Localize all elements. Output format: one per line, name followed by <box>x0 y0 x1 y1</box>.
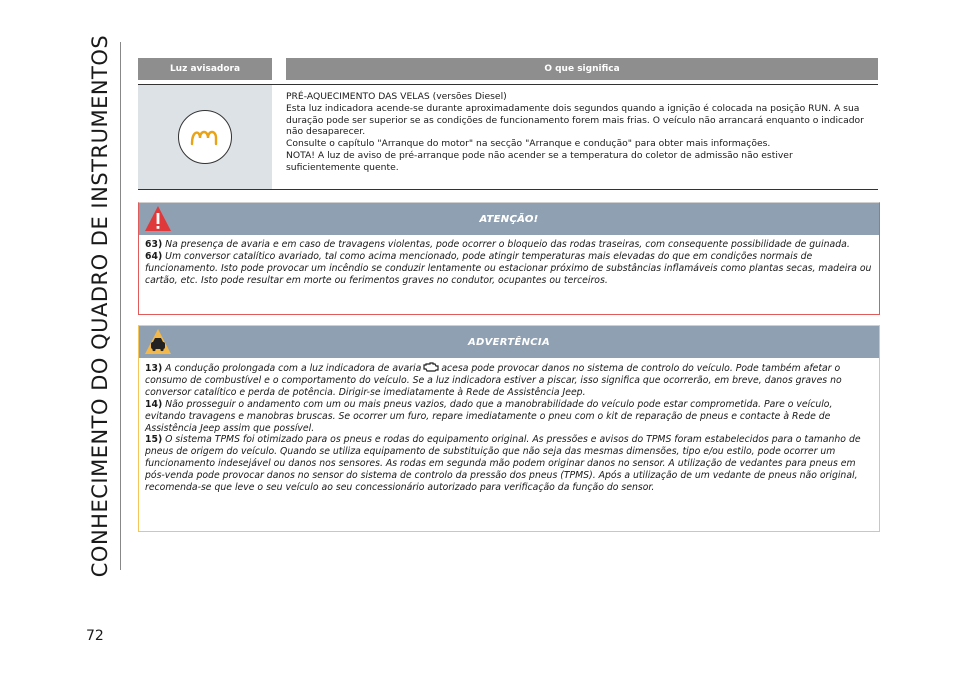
chapter-title <box>82 36 118 576</box>
atencao-header <box>139 203 879 235</box>
page-number: 72 <box>86 628 104 644</box>
table-row <box>138 84 878 190</box>
warning-light-table <box>138 58 878 190</box>
row-para-3: NOTA! A luz de aviso de pré-arranque pode não acender se a temperatura do coletor de admissão não estiver suficientemente quente. <box>286 149 793 173</box>
item-text: A condução prolongada com a luz indicadora de avaria <box>165 363 422 374</box>
advertencia-body <box>139 358 879 500</box>
list-item <box>145 362 873 399</box>
advertencia-header <box>139 326 879 358</box>
atencao-box <box>138 202 880 315</box>
item-number: 14) <box>145 398 163 410</box>
item-number: 64) <box>145 250 163 262</box>
glow-plug-icon <box>178 110 232 164</box>
meaning-cell <box>272 85 878 189</box>
item-number: 13) <box>145 363 163 374</box>
car-caution-icon <box>143 327 173 357</box>
item-text: O sistema TPMS foi otimizado para os pneus e rodas do equipamento original. As pressões e avisos do TPMS foram estabelecidos para o tamanho de pneus de origem do veículo. Quando se utiliza equipamento de substituição que não seja das mesmas dimensões, tipo e/ou estilo, pode ocorrer um funcionamento indesejável ou danos nos sensores. As rodas em segunda mão podem originar danos no sensor. A utilização de vedantes para pneus em pós-venda pode provocar danos no sensor do sistema de controlo da pressão dos pneus (TPMS). Após a utilização de um vedante de pneus não original, recomenda-se que leve o seu veículo ao seu concessionário autorizado para verificação da função do sensor. <box>145 434 861 494</box>
chapter-title-text: CONHECIMENTO DO QUADRO DE INSTRUMENTOS <box>88 34 113 578</box>
row-title: PRÉ-AQUECIMENTO DAS VELAS (versões Diesel) <box>286 91 507 102</box>
atencao-body <box>139 235 879 293</box>
row-para-2: Consulte o capítulo "Arranque do motor" na secção "Arranque e condução" para obter mais informações. <box>286 138 771 150</box>
list-item <box>145 399 873 435</box>
item-number: 63) <box>145 239 163 250</box>
col-header-meaning: O que significa <box>286 58 878 80</box>
list-item <box>145 251 873 287</box>
atencao-title: ATENÇÃO! <box>479 213 539 225</box>
item-text: Na presença de avaria e em caso de travagens violentas, pode ocorrer o bloqueio das rodas traseiras, com consequente possibilidade de guinada. <box>165 239 850 250</box>
engine-icon <box>423 362 439 372</box>
item-text: Um conversor catalítico avariado, tal como acima mencionado, pode atingir temperaturas mais elevadas do que em condições normais de funcionamento. Isto pode provocar um incêndio se conduzir lentamente ou estacionar próximo de substâncias inflamáveis como plantas secas, madeira ou cartão, etc. Isto pode resultar em morte ou ferimentos graves no condutor, ocupantes ou terceiros. <box>145 250 872 286</box>
advertencia-box <box>138 325 880 532</box>
chapter-rule <box>120 42 121 570</box>
row-para-1: Esta luz indicadora acende-se durante aproximadamente dois segundos quando a ignição é colocada na posição RUN. A sua duração pode ser superior se as condições de funcionamento forem mais frias. O veículo não arrancará enquanto o indicador não desaparecer. <box>286 102 864 138</box>
list-item <box>145 239 873 251</box>
item-text: acesa pode provocar danos no sistema de controlo do veículo. Pode também afetar o consumo de combustível e o comportamento do veículo. Se a luz indicadora estiver a piscar, isso significa que ocorrerão, em breve, danos graves no conversor catalítico e perda de potência. Dirigir-se imediatamente à Rede de Assistência Jeep. <box>145 363 842 398</box>
advertencia-title: ADVERTÊNCIA <box>468 336 550 348</box>
lamp-cell <box>138 85 272 189</box>
warning-triangle-icon <box>143 204 173 234</box>
list-item <box>145 434 873 494</box>
item-number: 15) <box>145 434 163 446</box>
table-header <box>138 58 878 80</box>
item-text: Não prosseguir o andamento com um ou mais pneus vazios, dado que a manobrabilidade do veículo pode estar comprometida. Pare o veículo, evitando travagens e manobras bruscas. Se ocorrer um furo, repare imediatamente o pneu com o kit de reparação de pneus e contacte à Rede de Assistência Jeep assim que possível. <box>145 398 833 434</box>
col-header-light: Luz avisadora <box>138 58 272 80</box>
